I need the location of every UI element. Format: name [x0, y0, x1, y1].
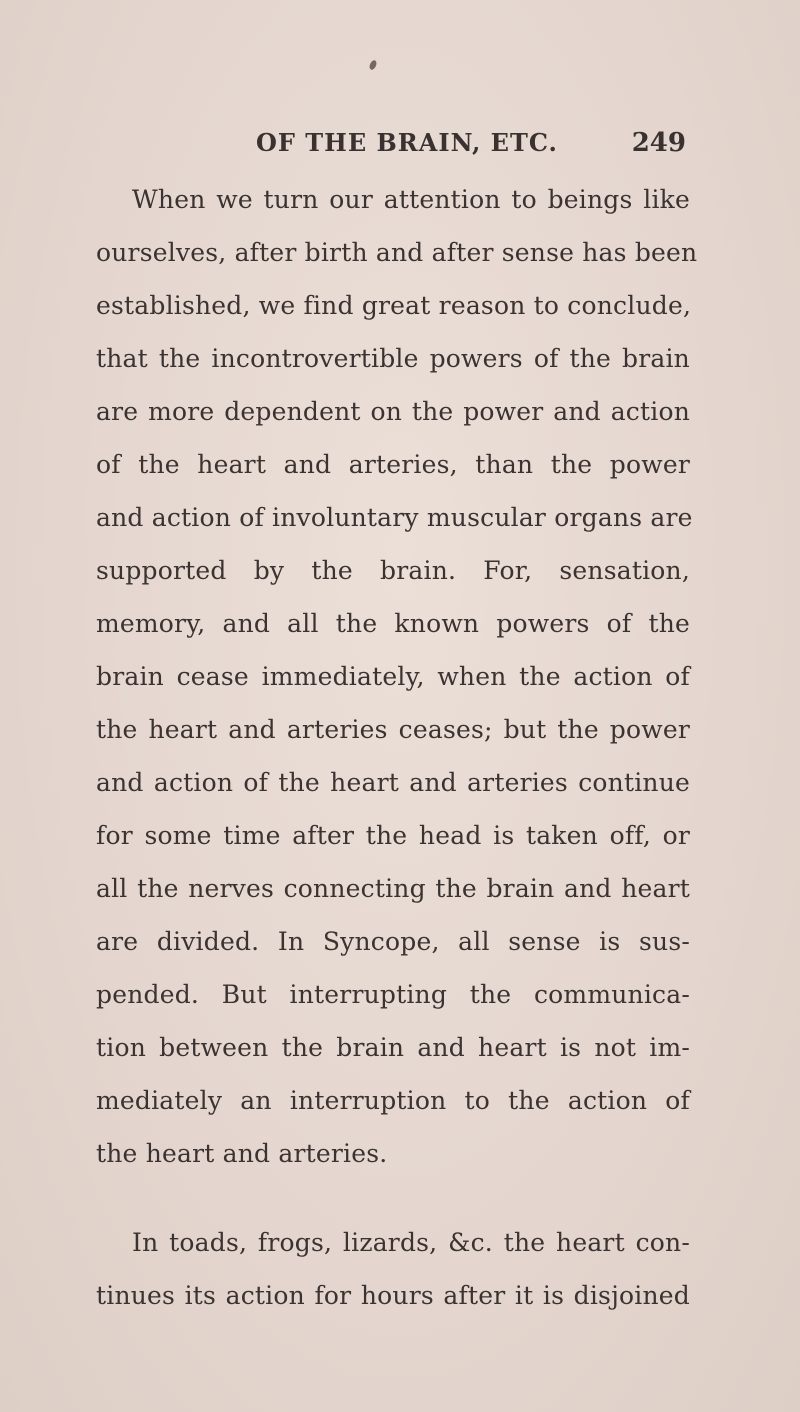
- text-line: In toads, frogs, lizards, &c. the heart con-: [132, 1228, 690, 1257]
- text-line: of the heart and arteries, than the power: [96, 450, 690, 479]
- text-line: and action of involuntary muscular organs are: [96, 503, 693, 532]
- text-line: all the nerves connecting the brain and heart: [96, 874, 690, 903]
- text-line: are more dependent on the power and action: [96, 397, 690, 426]
- text-line: are divided. In Syncope, all sense is sus-: [96, 927, 690, 956]
- text-line: tion between the brain and heart is not im-: [96, 1033, 690, 1062]
- text-line: that the incontrovertible powers of the brain: [96, 344, 690, 373]
- text-line: brain cease immediately, when the action of: [96, 662, 690, 691]
- page-number: 249: [631, 128, 686, 158]
- text-line: the heart and arteries.: [96, 1139, 388, 1168]
- text-line: mediately an interruption to the action of: [96, 1086, 690, 1115]
- text-line: and action of the heart and arteries continue: [96, 768, 690, 797]
- text-line: memory, and all the known powers of the: [96, 609, 690, 638]
- text-line: tinues its action for hours after it is disjoined: [96, 1281, 690, 1310]
- text-line: supported by the brain. For, sensation,: [96, 556, 690, 585]
- text-line: established, we find great reason to conclude,: [96, 291, 692, 320]
- text-line: the heart and arteries ceases; but the power: [96, 715, 690, 744]
- text-line: for some time after the head is taken off, or: [96, 821, 690, 850]
- page-header: [256, 128, 686, 168]
- ink-smudge: [368, 59, 378, 71]
- text-line: ourselves, after birth and after sense has been: [96, 238, 698, 267]
- text-line: pended. But interrupting the communica-: [96, 980, 690, 1009]
- running-head: OF THE BRAIN, ETC.: [256, 128, 558, 157]
- text-line: When we turn our attention to beings like: [132, 185, 690, 214]
